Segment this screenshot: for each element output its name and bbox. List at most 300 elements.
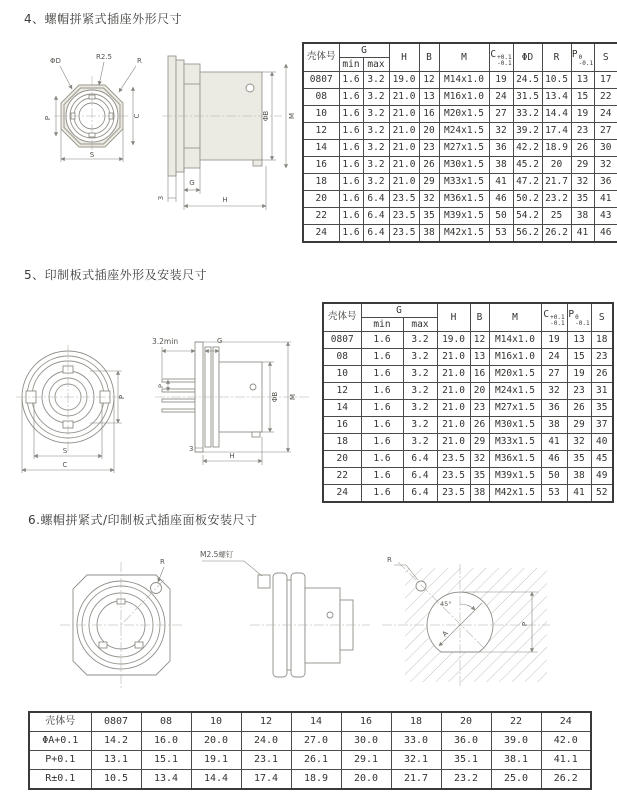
table-cell: 22 (594, 89, 617, 106)
table-cell: 27 (541, 366, 567, 383)
table-cell: 21.0 (437, 366, 470, 383)
dim-label-3: 3 (189, 445, 194, 453)
table-cell: 29 (567, 417, 591, 434)
table-cell: 24 (541, 712, 591, 732)
dim-label-32min: 3.2min (152, 337, 179, 346)
table-row (323, 383, 613, 400)
table-cell: 1.6 (361, 434, 403, 451)
table-cell: 1.6 (339, 208, 363, 225)
table-cell: 15.1 (141, 751, 191, 770)
table-cell: M16x1.0 (439, 89, 489, 106)
table-cell: M27x1.5 (489, 400, 541, 417)
plug-side-view (200, 549, 370, 677)
table-cell: 26 (419, 157, 439, 174)
table-cell: 21.0 (389, 174, 419, 191)
table-cell: 23 (470, 400, 489, 417)
table-cell: 37 (591, 417, 613, 434)
dim-label-h: H (222, 196, 228, 204)
table-row (323, 366, 613, 383)
table-cell: M14x1.0 (489, 332, 541, 349)
table-row (303, 123, 617, 140)
table-cell: 14 (323, 400, 361, 417)
table-cell: 18.9 (291, 770, 341, 790)
table-cell: 14 (291, 712, 341, 732)
table-cell: 31.5 (513, 89, 542, 106)
table-row (323, 451, 613, 468)
dim-label-phib: ΦB (271, 391, 279, 403)
table-cell: 26.2 (541, 770, 591, 790)
dim-label-m: M (288, 112, 296, 120)
table-cell: 24 (541, 349, 567, 366)
table-cell: 41 (594, 191, 617, 208)
column-header-c: C +0.1 -0.1 (541, 303, 567, 332)
table-cell: 10.5 (542, 72, 571, 89)
table-cell: 41.1 (541, 751, 591, 770)
column-header-gmax: max (363, 58, 389, 72)
dim-label-p: P (44, 115, 52, 121)
table-cell: 25.0 (491, 770, 541, 790)
table-cell: 23.5 (389, 225, 419, 243)
table-cell: 24.0 (241, 732, 291, 751)
table-row (323, 468, 613, 485)
table-cell: 20 (303, 191, 339, 208)
column-header-s: S (591, 303, 613, 332)
table-cell: 23 (567, 383, 591, 400)
table-cell: 3.2 (363, 72, 389, 89)
table-cell: 39.2 (513, 123, 542, 140)
table-cell: 1.6 (361, 366, 403, 383)
table-cell: 1.6 (339, 72, 363, 89)
table-cell: 21.0 (389, 123, 419, 140)
table-cell: 16.0 (141, 732, 191, 751)
table-cell: 32 (567, 434, 591, 451)
table-cell: 23.2 (542, 191, 571, 208)
section-4-title: 4、螺帽拼紧式插座外形尺寸 (24, 12, 183, 26)
table-cell: 13 (571, 72, 594, 89)
table-cell: 24 (594, 106, 617, 123)
table-cell: 52 (591, 485, 613, 503)
table-cell: 35 (419, 208, 439, 225)
table-cell: 1.6 (339, 106, 363, 123)
table-cell: 32 (470, 451, 489, 468)
table-cell: 10 (323, 366, 361, 383)
table-cell: 38 (470, 485, 489, 503)
table-cell: 14.4 (191, 770, 241, 790)
table-cell: 38.1 (491, 751, 541, 770)
table-cell: 29.1 (341, 751, 391, 770)
table-cell: 13 (470, 349, 489, 366)
table-cell: 1.6 (339, 123, 363, 140)
table-row (303, 191, 617, 208)
table-cell: 53 (489, 225, 513, 243)
table-row (323, 485, 613, 503)
table-cell: 24 (303, 225, 339, 243)
table-cell: 3.2 (403, 400, 437, 417)
table-cell: 21.7 (391, 770, 441, 790)
column-header-g: G (339, 43, 389, 58)
table-cell: 33.2 (513, 106, 542, 123)
table-cell: 14.2 (91, 732, 141, 751)
table-row (303, 140, 617, 157)
dim-label-r-hole: R (387, 556, 392, 564)
table-cell: 3.2 (363, 157, 389, 174)
table-cell: 41 (571, 225, 594, 243)
nut-socket-drawing (20, 46, 310, 246)
table-row (323, 332, 613, 349)
table-cell: M20x1.5 (489, 366, 541, 383)
table-cell: 21.0 (389, 89, 419, 106)
table-cell: 13.1 (91, 751, 141, 770)
table-cell: 13.4 (141, 770, 191, 790)
pcb-socket-dimensions-table (322, 302, 614, 503)
table-cell: 16 (470, 366, 489, 383)
table-cell: 32.1 (391, 751, 441, 770)
table-cell: 08 (141, 712, 191, 732)
table-cell: 20.0 (191, 732, 241, 751)
table-cell: 19 (571, 106, 594, 123)
table-row (303, 157, 617, 174)
table-cell: 壳体号 (29, 712, 91, 732)
dim-label-p-cutout: P (521, 621, 529, 627)
table-cell: 41 (541, 434, 567, 451)
table-cell: 32 (541, 383, 567, 400)
column-header-h: H (437, 303, 470, 332)
table-cell: 08 (303, 89, 339, 106)
column-header-b: B (470, 303, 489, 332)
table-cell: 12 (323, 383, 361, 400)
dim-label-pin-p: P (157, 384, 165, 388)
table-cell: M33x1.5 (439, 174, 489, 191)
column-header-p: P 0 -0.1 (571, 43, 594, 72)
column-header-m: M (439, 43, 489, 72)
side-view (155, 342, 310, 452)
table-cell: ΦA+0.1 (29, 732, 91, 751)
column-header-h: H (389, 43, 419, 72)
table-cell: 32 (419, 191, 439, 208)
dim-label-phib: ΦB (262, 110, 270, 122)
nut-socket-dimensions-table (302, 42, 617, 243)
table-cell: 26 (571, 140, 594, 157)
table-cell: 1.6 (361, 349, 403, 366)
table-cell: 29 (419, 174, 439, 191)
table-cell: 22 (303, 208, 339, 225)
table-cell: 14.4 (542, 106, 571, 123)
table-cell: 3.2 (403, 366, 437, 383)
table-cell: 16 (341, 712, 391, 732)
table-cell: 35 (591, 400, 613, 417)
table-cell: 16 (303, 157, 339, 174)
table-cell: 21.0 (389, 157, 419, 174)
table-cell: 22 (323, 468, 361, 485)
column-header-p: P 0 -0.1 (567, 303, 591, 332)
dim-label-r25: R2.5 (96, 53, 112, 61)
table-cell: 12 (303, 123, 339, 140)
table-cell: 23.5 (389, 191, 419, 208)
column-header-phid: ΦD (513, 43, 542, 72)
table-cell: 26.1 (291, 751, 341, 770)
column-header-s: S (594, 43, 617, 72)
table-cell: 23.5 (437, 451, 470, 468)
table-row (323, 434, 613, 451)
table-cell: 1.6 (339, 89, 363, 106)
table-cell: 47.2 (513, 174, 542, 191)
column-header-b: B (419, 43, 439, 72)
table-cell: 1.6 (361, 383, 403, 400)
table-cell: 3.2 (403, 383, 437, 400)
table-cell: M39x1.5 (489, 468, 541, 485)
table-cell: 23.5 (437, 468, 470, 485)
table-cell: 22 (491, 712, 541, 732)
front-view (54, 76, 130, 156)
dim-label-s: S (89, 151, 95, 159)
dim-label-a: A (440, 629, 450, 639)
table-cell: 6.4 (403, 485, 437, 503)
table-cell: 56.2 (513, 225, 542, 243)
table-cell: 21.7 (542, 174, 571, 191)
table-cell: 38 (489, 157, 513, 174)
table-cell: 36 (489, 140, 513, 157)
dim-label-s: S (62, 447, 68, 455)
table-cell: 13.4 (542, 89, 571, 106)
table-cell: 32 (489, 123, 513, 140)
dim-label-45deg: 45° (440, 600, 452, 608)
table-cell: M42x1.5 (489, 485, 541, 503)
table-cell: 6.4 (403, 468, 437, 485)
table-cell: 3.2 (403, 434, 437, 451)
table-row (303, 89, 617, 106)
table-cell: 54.2 (513, 208, 542, 225)
table-cell: 26 (591, 366, 613, 383)
dim-label-r: R (137, 57, 142, 65)
table-cell: 10.5 (91, 770, 141, 790)
table-cell: M42x1.5 (439, 225, 489, 243)
table-cell: 30 (594, 140, 617, 157)
table-cell: 13 (567, 332, 591, 349)
column-header-g: G (361, 303, 437, 318)
table-cell: 1.6 (361, 468, 403, 485)
table-cell: 1.6 (361, 417, 403, 434)
table-cell: M14x1.0 (439, 72, 489, 89)
table-row (29, 732, 591, 751)
table-cell: 3.2 (363, 140, 389, 157)
table-cell: 3.2 (363, 89, 389, 106)
table-cell: 27 (489, 106, 513, 123)
table-cell: 19 (567, 366, 591, 383)
table-row (303, 208, 617, 225)
table-row (29, 751, 591, 770)
table-cell: 18 (391, 712, 441, 732)
table-cell: 6.4 (363, 225, 389, 243)
table-cell: 1.6 (339, 174, 363, 191)
table-row (303, 174, 617, 191)
table-cell: 20 (542, 157, 571, 174)
table-cell: M30x1.5 (489, 417, 541, 434)
table-row (303, 106, 617, 123)
table-cell: 50 (541, 468, 567, 485)
table-cell: 35 (567, 451, 591, 468)
table-cell: 12 (470, 332, 489, 349)
table-cell: 26.2 (542, 225, 571, 243)
dim-label-h: H (229, 452, 235, 460)
table-cell: 23.5 (389, 208, 419, 225)
table-cell: 19.1 (191, 751, 241, 770)
table-cell: 1.6 (339, 157, 363, 174)
table-cell: 32 (571, 174, 594, 191)
table-cell: 33.0 (391, 732, 441, 751)
table-cell: 42.2 (513, 140, 542, 157)
table-cell: 1.6 (361, 451, 403, 468)
table-cell: 20 (470, 383, 489, 400)
table-cell: M24x1.5 (489, 383, 541, 400)
table-cell: 29 (470, 434, 489, 451)
panel-cutout-view (382, 556, 550, 686)
table-cell: 3.2 (363, 174, 389, 191)
table-row (323, 349, 613, 366)
table-cell: 3.2 (363, 123, 389, 140)
table-cell: 23 (591, 349, 613, 366)
table-cell: 1.6 (339, 225, 363, 243)
table-cell: 24 (323, 485, 361, 503)
table-cell: 10 (191, 712, 241, 732)
table-row (29, 712, 591, 732)
dim-label-m25-screw: M2.5螺钉 (200, 550, 234, 559)
dim-label-3: 3 (157, 195, 165, 201)
table-cell: 16 (323, 417, 361, 434)
table-cell: 50 (489, 208, 513, 225)
panel-mount-dimensions-table (28, 711, 592, 790)
table-cell: 46 (489, 191, 513, 208)
table-cell: 35.1 (441, 751, 491, 770)
table-cell: 41 (567, 485, 591, 503)
table-cell: 20 (419, 123, 439, 140)
dim-label-g: G (217, 337, 223, 345)
table-cell: 19 (489, 72, 513, 89)
table-cell: 45 (591, 451, 613, 468)
table-cell: 1.6 (361, 485, 403, 503)
table-cell: 50.2 (513, 191, 542, 208)
section-6-title: 6.螺帽拼紧式/印制板式插座面板安装尺寸 (28, 513, 258, 527)
table-cell: 31 (591, 383, 613, 400)
column-header-shell: 壳体号 (303, 43, 339, 72)
table-cell: 38 (419, 225, 439, 243)
pcb-socket-drawing (10, 295, 315, 515)
table-cell: M16x1.0 (489, 349, 541, 366)
section-5-title: 5、印制板式插座外形及安装尺寸 (24, 268, 208, 282)
table-cell: 3.2 (403, 349, 437, 366)
table-cell: 36 (594, 174, 617, 191)
table-cell: 23.2 (441, 770, 491, 790)
table-cell: M36x1.5 (489, 451, 541, 468)
table-row (323, 417, 613, 434)
table-cell: M30x1.5 (439, 157, 489, 174)
table-cell: 18.9 (542, 140, 571, 157)
table-cell: 27.0 (291, 732, 341, 751)
table-cell: 36.0 (441, 732, 491, 751)
table-cell: 1.6 (361, 332, 403, 349)
table-cell: 6.4 (363, 191, 389, 208)
table-cell: 17 (594, 72, 617, 89)
table-cell: 38 (567, 468, 591, 485)
table-cell: 20 (323, 451, 361, 468)
table-cell: 21.0 (389, 140, 419, 157)
table-cell: 19.0 (389, 72, 419, 89)
table-cell: 21.0 (389, 106, 419, 123)
table-cell: 6.4 (403, 451, 437, 468)
table-cell: 21.0 (437, 383, 470, 400)
table-cell: 27 (594, 123, 617, 140)
table-cell: 36 (541, 400, 567, 417)
table-cell: 24 (489, 89, 513, 106)
table-cell: 38 (541, 417, 567, 434)
table-cell: 6.4 (363, 208, 389, 225)
table-cell: 32 (594, 157, 617, 174)
table-cell: 35 (571, 191, 594, 208)
table-cell: 12 (419, 72, 439, 89)
table-cell: 38 (571, 208, 594, 225)
dim-label-phid: ΦD (50, 57, 61, 65)
table-cell: 25 (542, 208, 571, 225)
panel-mount-drawing (30, 540, 610, 708)
column-header-gmax: max (403, 318, 437, 332)
table-cell: 26 (567, 400, 591, 417)
table-cell: 40 (591, 434, 613, 451)
table-cell: 29 (571, 157, 594, 174)
table-cell: 46 (541, 451, 567, 468)
table-cell: 18 (323, 434, 361, 451)
column-header-gmin: min (339, 58, 363, 72)
table-cell: 42.0 (541, 732, 591, 751)
table-cell: 18 (303, 174, 339, 191)
table-cell: 21.0 (437, 349, 470, 366)
table-row (303, 225, 617, 243)
table-cell: 16 (419, 106, 439, 123)
table-cell: 43 (594, 208, 617, 225)
table-cell: 14 (303, 140, 339, 157)
table-cell: 20.0 (341, 770, 391, 790)
table-cell: 12 (241, 712, 291, 732)
table-cell: 3.2 (403, 332, 437, 349)
table-cell: 23.1 (241, 751, 291, 770)
table-cell: 17.4 (542, 123, 571, 140)
table-cell: 1.6 (339, 191, 363, 208)
table-cell: M20x1.5 (439, 106, 489, 123)
table-cell: 45.2 (513, 157, 542, 174)
table-cell: 41 (489, 174, 513, 191)
table-cell: 3.2 (363, 106, 389, 123)
table-row (303, 72, 617, 89)
table-cell: M33x1.5 (489, 434, 541, 451)
table-cell: M24x1.5 (439, 123, 489, 140)
front-view (16, 345, 122, 453)
table-cell: 1.6 (361, 400, 403, 417)
table-cell: 15 (567, 349, 591, 366)
table-cell: 08 (323, 349, 361, 366)
table-cell: 21.0 (437, 434, 470, 451)
dim-label-p: P (118, 394, 126, 400)
table-cell: 15 (571, 89, 594, 106)
table-cell: 23.5 (437, 485, 470, 503)
table-cell: 19 (541, 332, 567, 349)
table-cell: 21.0 (437, 400, 470, 417)
table-cell: 10 (303, 106, 339, 123)
table-cell: 20 (441, 712, 491, 732)
table-cell: 39.0 (491, 732, 541, 751)
column-header-c: C +0.1 -0.1 (489, 43, 513, 72)
table-cell: 26 (470, 417, 489, 434)
column-header-gmin: min (361, 318, 403, 332)
table-cell: 46 (594, 225, 617, 243)
table-cell: 49 (591, 468, 613, 485)
